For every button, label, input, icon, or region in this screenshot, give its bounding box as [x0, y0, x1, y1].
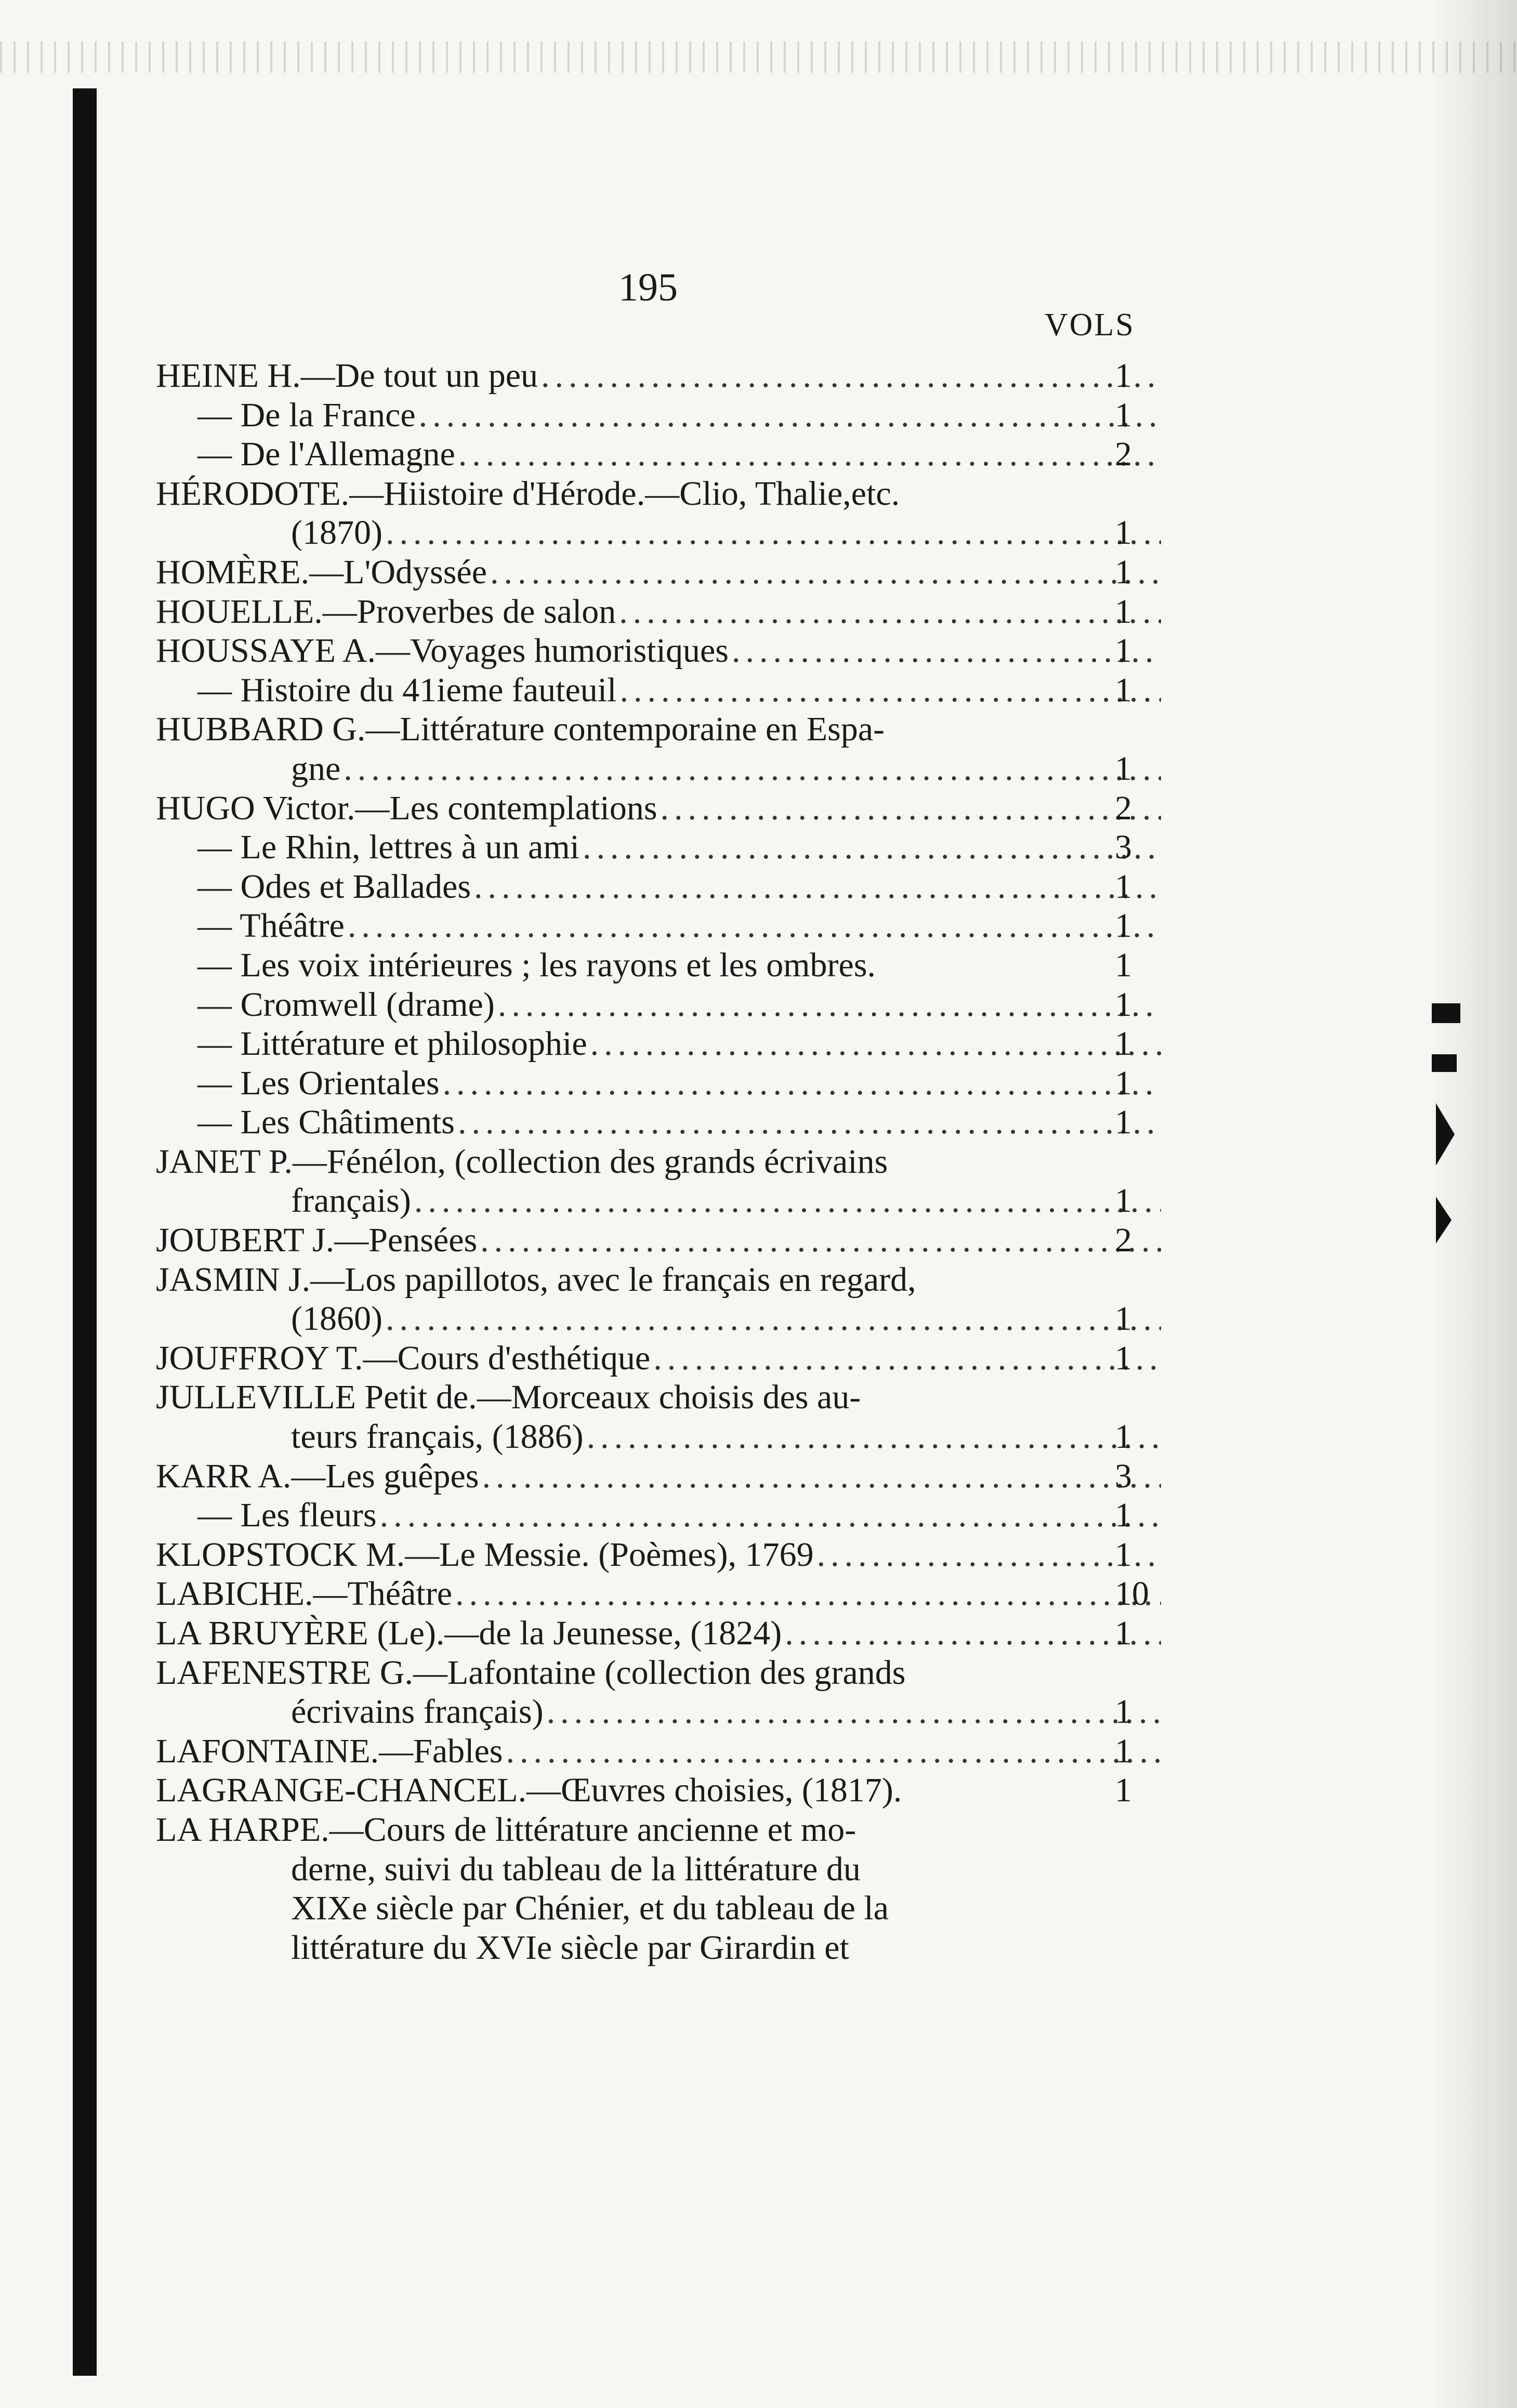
entry-text: littérature du XVIe siècle par Girardin et: [291, 1928, 849, 1967]
catalog-entry: [156, 1221, 1164, 1260]
volume-count: 1: [1115, 632, 1132, 670]
volume-count: 1: [1115, 553, 1132, 591]
dot-leader: [619, 592, 1161, 632]
entry-text: LA HARPE.—Cours de littérature ancienne et mo-: [156, 1810, 856, 1849]
entry-text: XIXe siècle par Chénier, et du tableau de la: [291, 1889, 889, 1928]
volume-count: 1: [1115, 1025, 1132, 1063]
entry-text: gne: [291, 749, 341, 788]
entry-text: — Théâtre: [197, 907, 345, 945]
entry-text: LABICHE.—Théâtre: [156, 1575, 452, 1613]
catalog-entry: [156, 553, 1164, 592]
dot-leader: [653, 1339, 1161, 1378]
margin-mark: [1432, 1054, 1457, 1072]
entry-text: teurs français, (1886): [291, 1418, 584, 1456]
catalog-entry: [156, 1928, 1164, 1968]
entry-text: HÉRODOTE.—Hiistoire d'Hérode.—Clio, Thalie,etc.: [156, 474, 900, 513]
catalog-entry: [156, 513, 1164, 553]
dot-leader: [458, 435, 1161, 474]
volume-count: 3: [1115, 1457, 1132, 1495]
catalog-entry: [156, 1771, 1164, 1810]
entry-text: — De la France: [197, 396, 416, 434]
dot-leader: [348, 906, 1161, 946]
catalog-entry: [156, 1614, 1164, 1653]
entry-text: (1860): [291, 1300, 382, 1338]
entry-text: français): [291, 1182, 411, 1220]
catalog-entry: [156, 1260, 1164, 1300]
catalog-entries: [156, 356, 1164, 1967]
entry-text: — De l'Allemagne: [197, 435, 455, 474]
dot-leader: [490, 553, 1161, 592]
entry-text: LA BRUYÈRE (Le).—de la Jeunesse, (1824): [156, 1614, 782, 1652]
entry-text: JULLEVILLE Petit de.—Morceaux choisis des au-: [156, 1378, 861, 1417]
vols-column-header: VOLS: [1045, 307, 1135, 343]
entry-text: JANET P.—Fénélon, (collection des grands écrivains: [156, 1142, 888, 1181]
catalog-entry: [156, 1103, 1164, 1142]
entry-text: JOUBERT J.—Pensées: [156, 1221, 478, 1260]
volume-count: 1: [1115, 592, 1132, 631]
entry-text: HOUELLE.—Proverbes de salon: [156, 592, 616, 631]
volume-count: 1: [1115, 867, 1132, 906]
volume-count: 1: [1115, 1064, 1132, 1102]
entry-text: — Cromwell (drame): [197, 985, 495, 1024]
dot-leader: [541, 356, 1161, 396]
entry-text: — Les Orientales: [197, 1064, 440, 1102]
entry-text: KARR A.—Les guêpes: [156, 1457, 479, 1495]
catalog-entry: [156, 1574, 1164, 1614]
volume-count: 2: [1115, 435, 1132, 474]
entry-text: — Littérature et philosophie: [197, 1025, 587, 1063]
volume-count: 1: [1115, 907, 1132, 945]
catalog-entry: [156, 867, 1164, 907]
margin-mark: [1432, 1003, 1460, 1023]
catalog-entry: [156, 906, 1164, 946]
volume-count: 1: [1115, 1418, 1132, 1456]
dot-leader: [547, 1692, 1161, 1732]
dot-leader: [732, 631, 1161, 671]
entry-text: — Les Châtiments: [197, 1103, 455, 1142]
catalog-entry: [156, 356, 1164, 396]
entry-text: HUBBARD G.—Littérature contemporaine en Espa-: [156, 710, 885, 749]
catalog-entry: [156, 1181, 1164, 1221]
catalog-entry: [156, 985, 1164, 1025]
catalog-entry: [156, 1299, 1164, 1339]
dot-leader: [380, 1496, 1161, 1535]
catalog-entry: [156, 1889, 1164, 1928]
volume-count: 1: [1115, 1339, 1132, 1377]
dot-leader: [817, 1535, 1161, 1575]
catalog-entry: [156, 1692, 1164, 1732]
catalog-entry: [156, 710, 1164, 749]
catalog-entry: [156, 1496, 1164, 1535]
volume-count: 1: [1115, 1496, 1132, 1535]
dot-leader: [443, 1064, 1161, 1103]
catalog-entry: [156, 1535, 1164, 1575]
scan-edge-noise: [0, 42, 1517, 73]
volume-count: 1: [1115, 985, 1132, 1024]
entry-text: LAGRANGE-CHANCEL.—Œuvres choisies, (1817).: [156, 1771, 902, 1810]
catalog-entry: [156, 1653, 1164, 1693]
entry-text: — Histoire du 41ieme fauteuil: [197, 671, 617, 709]
catalog-entry: [156, 1810, 1164, 1850]
catalog-entry: [156, 435, 1164, 474]
volume-count: 1: [1115, 671, 1132, 709]
catalog-entry: [156, 592, 1164, 632]
volume-count: 1: [1115, 749, 1132, 788]
volume-count: 2: [1115, 789, 1132, 827]
entry-text: LAFONTAINE.—Fables: [156, 1732, 503, 1770]
catalog-entry: [156, 1339, 1164, 1378]
dot-leader: [785, 1614, 1161, 1653]
dot-leader: [482, 1457, 1161, 1496]
entry-text: (1870): [291, 514, 382, 552]
entry-text: HUGO Victor.—Les contemplations: [156, 789, 657, 827]
volume-count: 1: [1115, 514, 1132, 552]
margin-mark: [1436, 1103, 1455, 1166]
entry-text: JASMIN J.—Los papillotos, avec le français en regard,: [156, 1260, 916, 1299]
margin-mark: [1436, 1197, 1452, 1244]
catalog-entry: [156, 828, 1164, 867]
catalog-entry: [156, 631, 1164, 671]
dot-leader: [590, 1024, 1161, 1064]
volume-count: 1: [1115, 1771, 1132, 1810]
entry-text: — Le Rhin, lettres à un ami: [197, 828, 579, 867]
entry-text: derne, suivi du tableau de la littérature du: [291, 1850, 861, 1888]
volume-count: 1: [1115, 946, 1132, 984]
catalog-entry: [156, 1417, 1164, 1457]
dot-leader: [583, 828, 1161, 867]
catalog-entry: [156, 1064, 1164, 1103]
volume-count: 1: [1115, 1535, 1132, 1574]
catalog-entry: [156, 749, 1164, 789]
entry-text: KLOPSTOCK M.—Le Messie. (Poèmes), 1769: [156, 1535, 814, 1574]
volume-count: 1: [1115, 1103, 1132, 1142]
entry-text: HOMÈRE.—L'Odyssée: [156, 553, 487, 591]
catalog-entry: [156, 474, 1164, 514]
entry-text: HEINE H.—De tout un peu: [156, 357, 538, 395]
volume-count: 1: [1115, 396, 1132, 434]
catalog-entry: [156, 671, 1164, 710]
volume-count: 1: [1115, 1732, 1132, 1770]
dot-leader: [386, 1299, 1161, 1339]
catalog-entry: [156, 789, 1164, 828]
catalog-entry: [156, 1142, 1164, 1182]
volume-count: 1: [1115, 1300, 1132, 1338]
book-binding-shadow: [73, 88, 97, 2376]
entry-text: HOUSSAYE A.—Voyages humoristiques: [156, 632, 729, 670]
catalog-entry: [156, 1378, 1164, 1417]
volume-count: 3: [1115, 828, 1132, 867]
entry-text: LAFENESTRE G.—Lafontaine (collection des grands: [156, 1653, 906, 1692]
catalog-entry: [156, 1850, 1164, 1889]
volume-count: 1: [1115, 1693, 1132, 1731]
dot-leader: [455, 1574, 1161, 1614]
volume-count: 2: [1115, 1221, 1132, 1260]
dot-leader: [619, 671, 1161, 710]
dot-leader: [344, 749, 1161, 789]
dot-leader: [414, 1181, 1161, 1221]
entry-text: écrivains français): [291, 1693, 544, 1731]
entry-text: JOUFFROY T.—Cours d'esthétique: [156, 1339, 651, 1377]
dot-leader: [661, 789, 1161, 828]
catalog-entry: [156, 1457, 1164, 1496]
dot-leader: [480, 1221, 1161, 1260]
margin-marks: [1432, 1003, 1463, 1275]
catalog-entry: [156, 396, 1164, 435]
catalog-entry: [156, 946, 1164, 985]
dot-leader: [587, 1417, 1161, 1457]
volume-count: 10: [1115, 1575, 1149, 1613]
entry-text: — Odes et Ballades: [197, 867, 471, 906]
dot-leader: [474, 867, 1161, 907]
dot-leader: [458, 1103, 1161, 1142]
catalog-entry: [156, 1732, 1164, 1771]
page-number: 195: [618, 266, 678, 309]
volume-count: 1: [1115, 1614, 1132, 1652]
entry-text: — Les voix intérieures ; les rayons et les ombres.: [197, 946, 876, 984]
dot-leader: [498, 985, 1161, 1025]
catalog-entry: [156, 1024, 1164, 1064]
entry-text: — Les fleurs: [197, 1496, 377, 1535]
dot-leader: [506, 1732, 1161, 1771]
volume-count: 1: [1115, 1182, 1132, 1220]
dot-leader: [419, 396, 1161, 435]
dot-leader: [386, 513, 1161, 553]
volume-count: 1: [1115, 357, 1132, 395]
